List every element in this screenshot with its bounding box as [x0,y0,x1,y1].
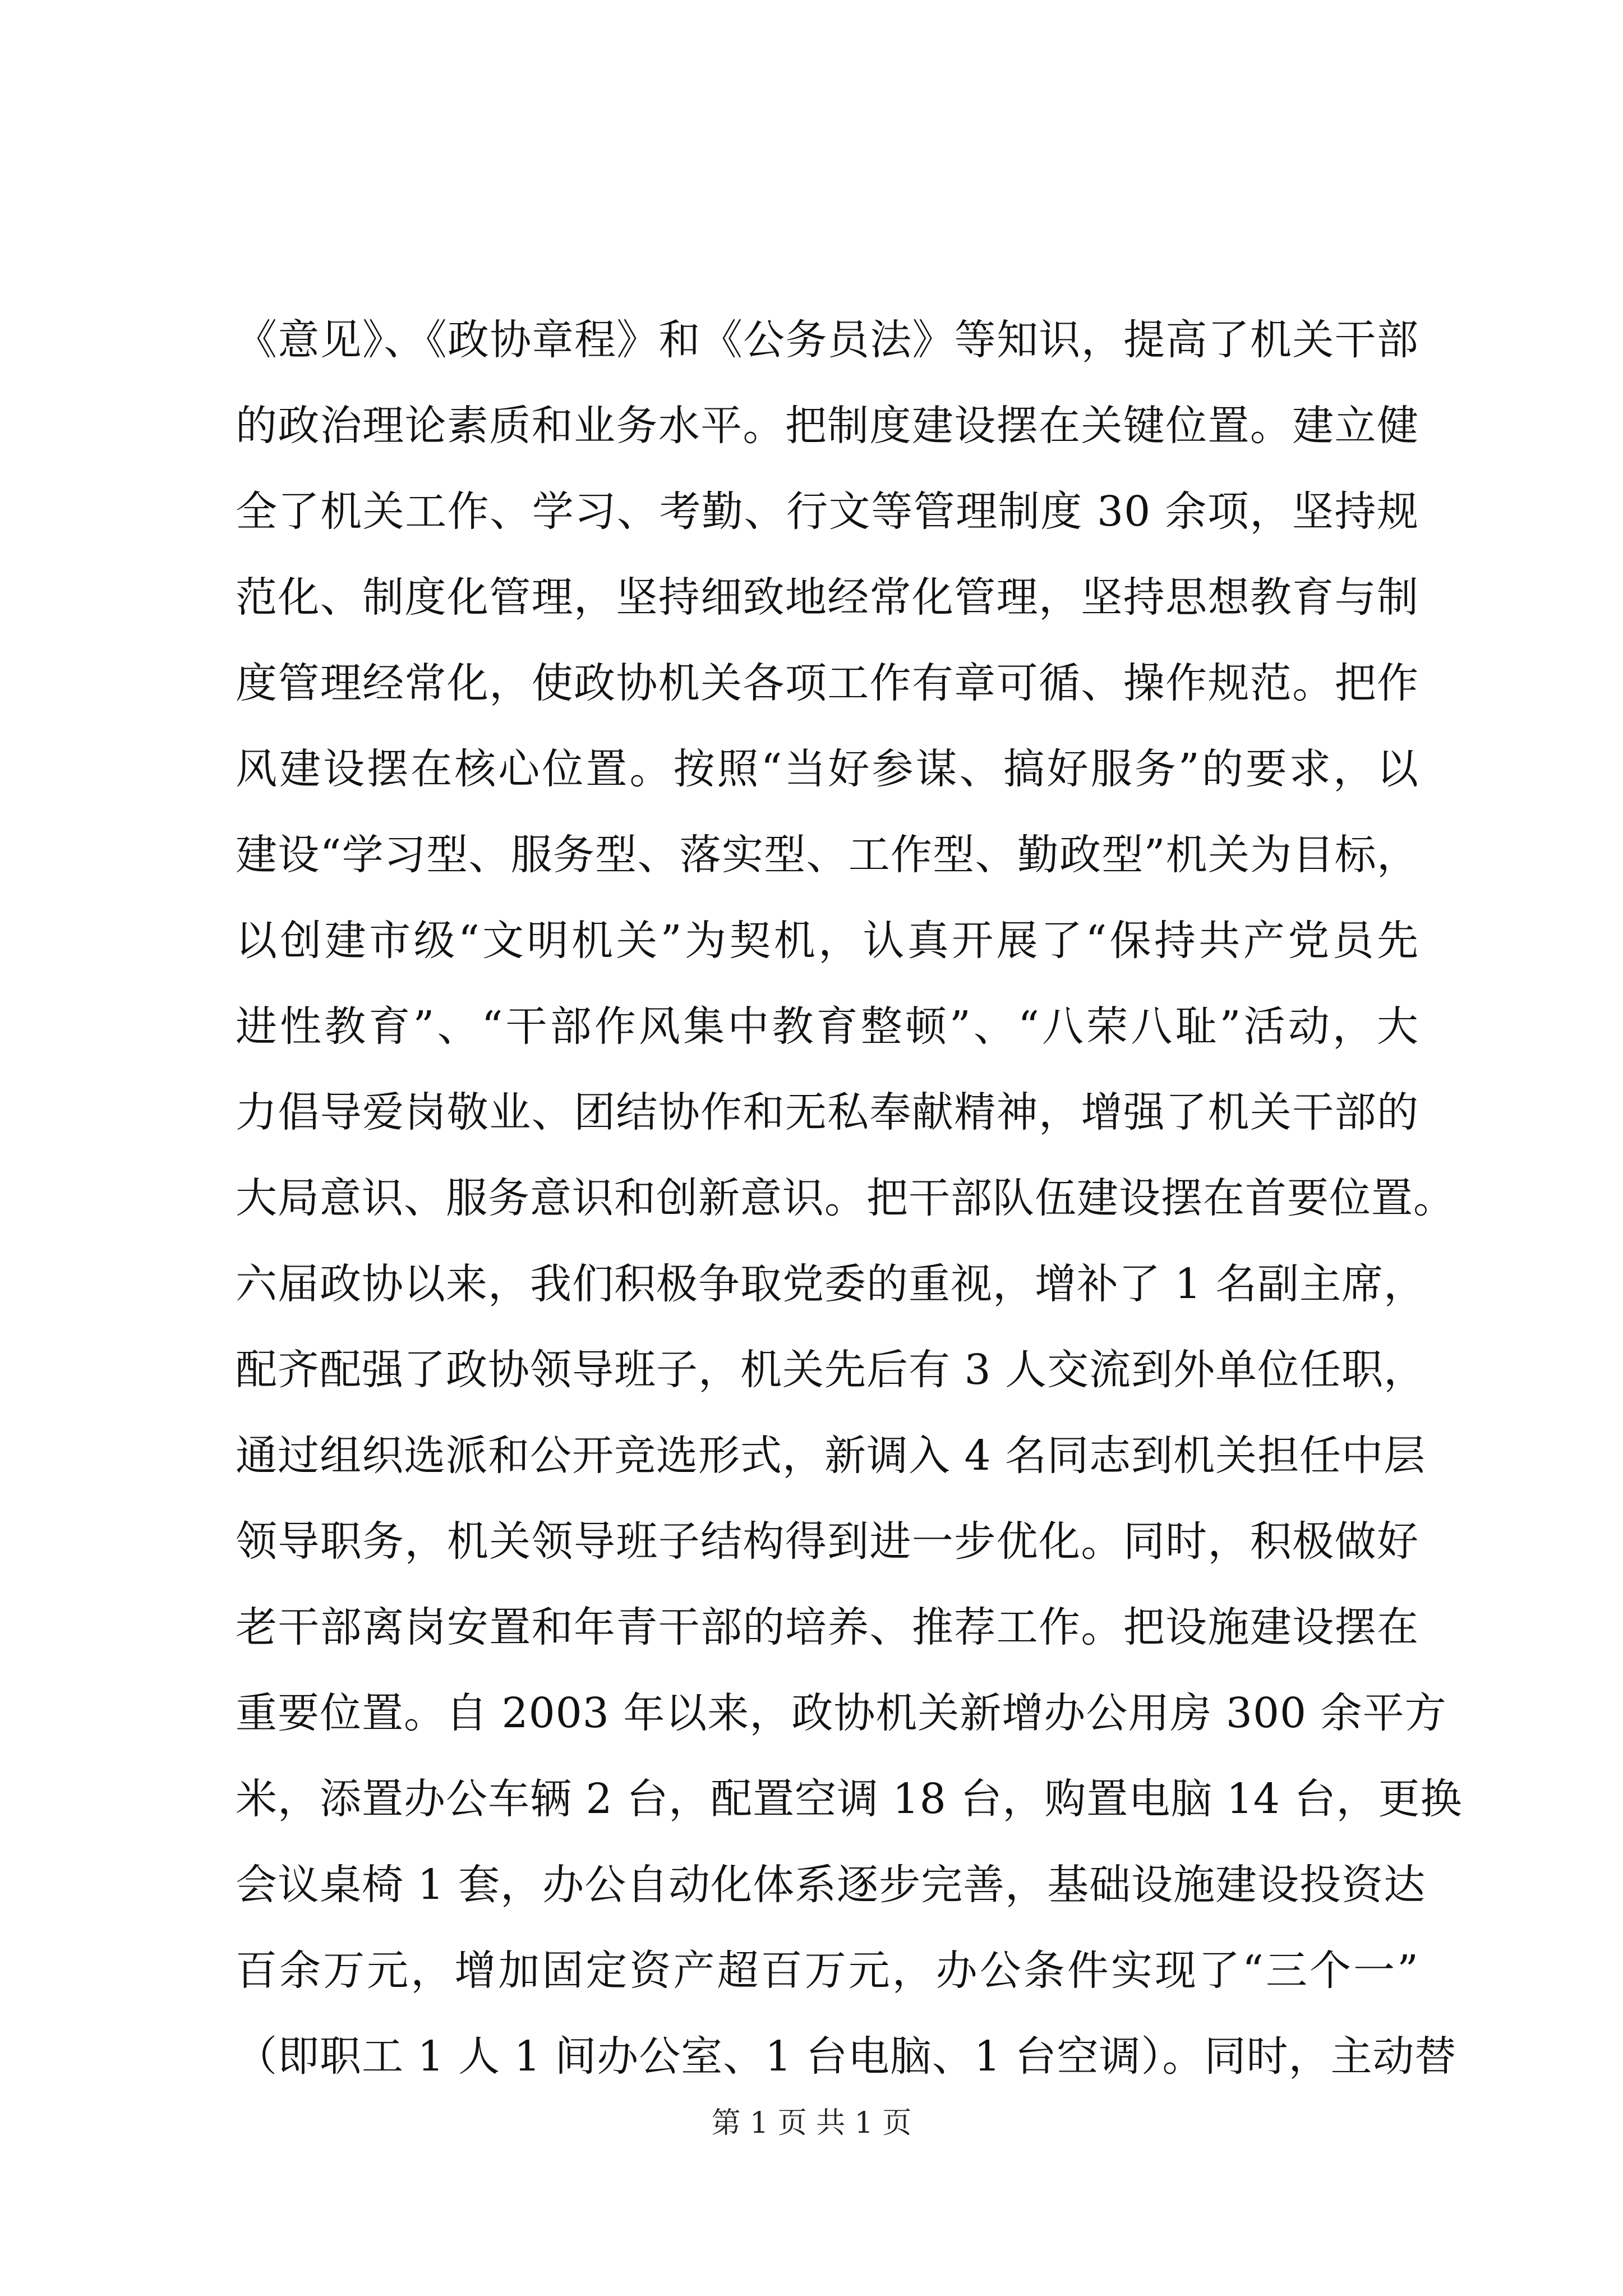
text-line-1: 《意见》、《政协章程》和《公务员法》等知识，提高了机关干部 [236,316,1419,364]
text-line-2: 的政治理论素质和业务水平。把制度建设摆在关键位置。建立健 [236,402,1419,450]
text-line-17: 重要位置。自 2003 年以来，政协机关新增办公用房 300 余平方 [236,1689,1447,1737]
text-line-6: 风建设摆在核心位置。按照“当好参谋、搞好服务”的要求，以 [236,745,1419,793]
text-line-4: 范化、制度化管理，坚持细致地经常化管理，坚持思想教育与制 [236,573,1419,622]
text-line-19: 会议桌椅 1 套，办公自动化体系逐步完善，基础设施建设投资达 [236,1861,1426,1909]
page-number-footer: 第 1 页 共 1 页 [711,2106,912,2140]
text-line-8: 以创建市级“文明机关”为契机，认真开展了“保持共产党员先 [236,917,1419,965]
text-line-5: 度管理经常化，使政协机关各项工作有章可循、操作规范。把作 [236,659,1419,707]
text-line-9: 进性教育”、“干部作风集中教育整顿”、“八荣八耻”活动，大 [236,1002,1419,1051]
text-line-11: 大局意识、服务意识和创新意识。把干部队伍建设摆在首要位置。 [236,1174,1455,1222]
text-line-18: 米，添置办公车辆 2 台，配置空调 18 台，购置电脑 14 台，更换 [236,1775,1463,1823]
text-line-10: 力倡导爱岗敬业、团结协作和无私奉献精神，增强了机关干部的 [236,1088,1419,1137]
text-line-12: 六届政协以来，我们积极争取党委的重视，增补了 1 名副主席， [236,1260,1426,1308]
text-line-13: 配齐配强了政协领导班子，机关先后有 3 人交流到外单位任职， [236,1346,1426,1394]
body-paragraph [236,297,1463,2100]
text-line-3: 全了机关工作、学习、考勤、行文等管理制度 30 余项，坚持规 [236,487,1419,536]
text-line-15: 领导职务，机关领导班子结构得到进一步优化。同时，积极做好 [236,1517,1419,1566]
text-line-16: 老干部离岗安置和年青干部的培养、推荐工作。把设施建设摆在 [236,1603,1419,1651]
text-line-7: 建设“学习型、服务型、落实型、工作型、勤政型”机关为目标， [236,831,1419,879]
text-line-20: 百余万元，增加固定资产超百万元，办公条件实现了“三个一” [236,1947,1419,1995]
text-line-21: （即职工 1 人 1 间办公室、1 台电脑、1 台空调）。同时，主动替 [236,2032,1457,2081]
text-line-14: 通过组织选派和公开竞选形式，新调入 4 名同志到机关担任中层 [236,1432,1426,1480]
